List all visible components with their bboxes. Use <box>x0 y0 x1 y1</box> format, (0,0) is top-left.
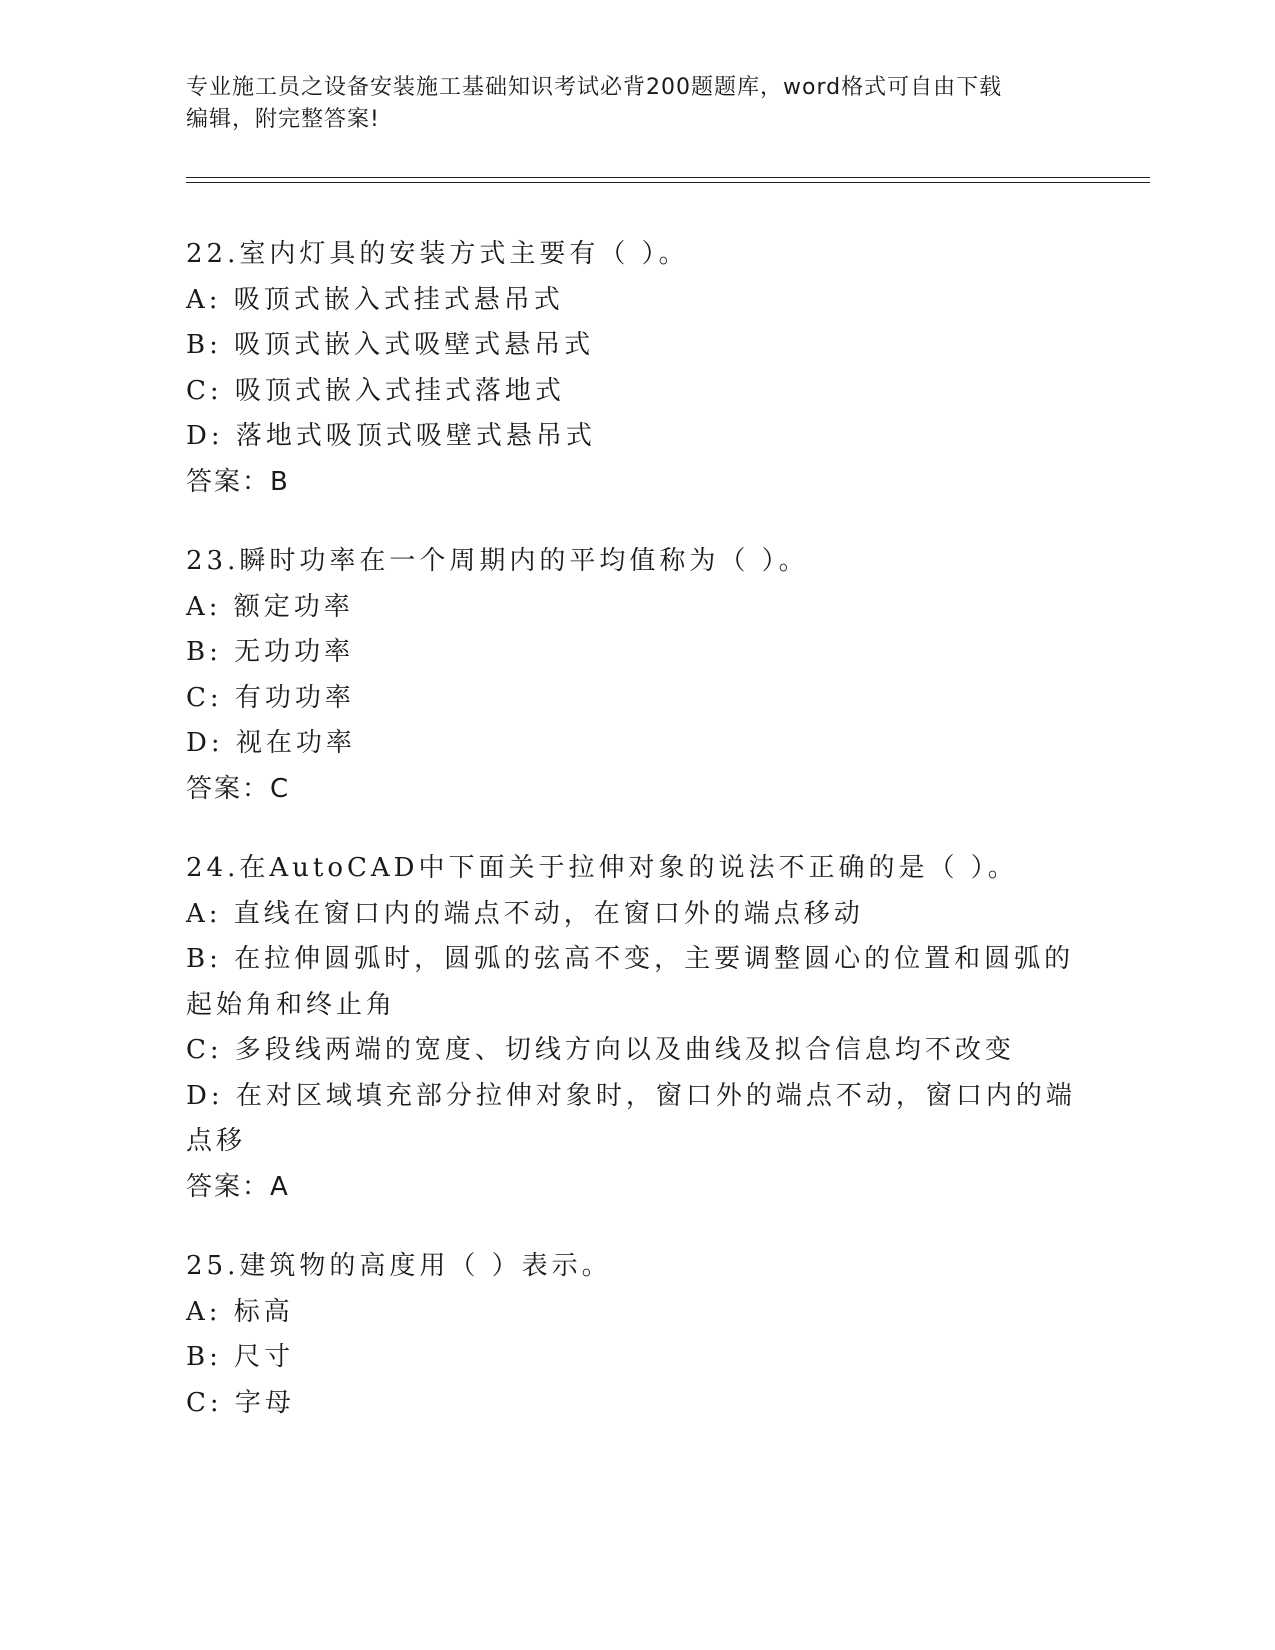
question-stem: 25.建筑物的高度用（ ）表示。 <box>186 1251 612 1281</box>
answer-text: 答案：A <box>186 1171 290 1202</box>
question-25 <box>186 1244 1086 1426</box>
answer-text: 答案：C <box>186 773 291 804</box>
question-list <box>186 232 1086 1460</box>
option-b: B: 尺寸 <box>186 1342 295 1372</box>
option-d: D: 落地式吸顶式吸壁式悬吊式 <box>186 421 596 451</box>
answer-text: 答案：B <box>186 466 290 497</box>
option-a: A: 标高 <box>186 1296 294 1327</box>
question-stem: 24.在AutoCAD中下面关于拉伸对象的说法不正确的是（ ）。 <box>186 853 1018 883</box>
document-header <box>186 72 1066 136</box>
option-a: A: 额定功率 <box>186 591 354 622</box>
question-24 <box>186 846 1086 1210</box>
header-line-1: 专业施工员之设备安装施工基础知识考试必背200题题库，word格式可自由下载 <box>186 75 1003 100</box>
header-divider-top <box>186 177 1150 178</box>
question-stem: 22.室内灯具的安装方式主要有（ ）。 <box>186 239 689 269</box>
question-stem: 23.瞬时功率在一个周期内的平均值称为（ ）。 <box>186 546 809 576</box>
option-a: A: 直线在窗口内的端点不动，在窗口外的端点移动 <box>186 898 864 929</box>
question-22 <box>186 232 1086 505</box>
option-b: B: 无功功率 <box>186 637 355 667</box>
option-c: C: 多段线两端的宽度、切线方向以及曲线及拟合信息均不改变 <box>186 1035 1015 1065</box>
option-b: B: 吸顶式嵌入式吸壁式悬吊式 <box>186 330 595 360</box>
option-d: D: 视在功率 <box>186 728 356 758</box>
option-a: A: 吸顶式嵌入式挂式悬吊式 <box>186 284 564 315</box>
option-c: C: 吸顶式嵌入式挂式落地式 <box>186 375 565 406</box>
option-c: C: 字母 <box>186 1387 295 1418</box>
header-line-2: 编辑，附完整答案! <box>186 107 380 132</box>
question-23 <box>186 539 1086 812</box>
option-b: B: 在拉伸圆弧时，圆弧的弦高不变，主要调整圆心的位置和圆弧的起始角和终止角 <box>186 944 1075 1020</box>
option-c: C: 有功功率 <box>186 682 355 713</box>
header-divider-bottom <box>186 182 1150 183</box>
option-d: D: 在对区域填充部分拉伸对象时，窗口外的端点不动，窗口内的端点移 <box>186 1080 1076 1156</box>
